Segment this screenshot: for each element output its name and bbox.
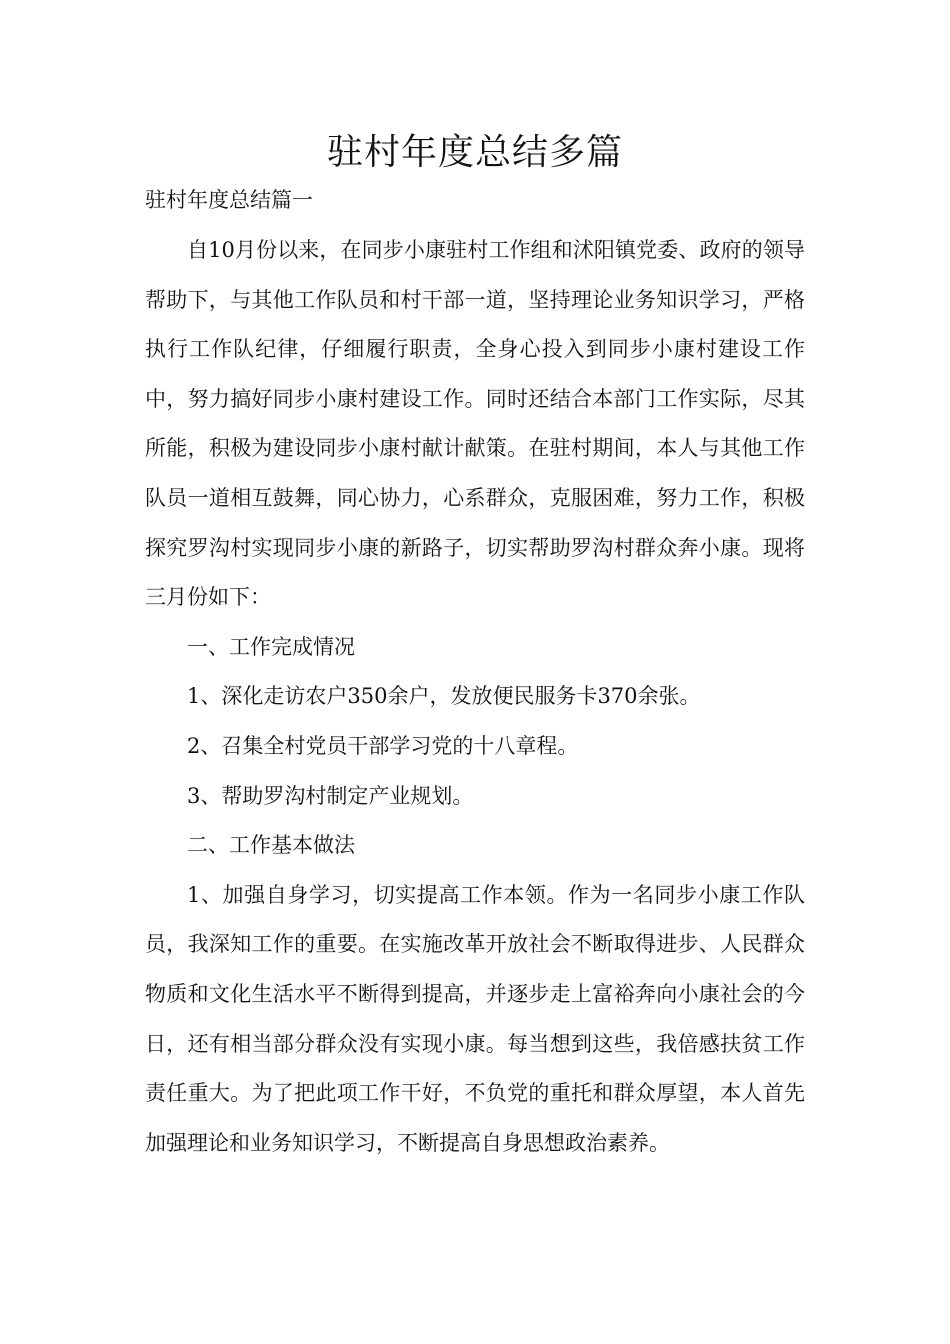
section-subtitle: 驻村年度总结篇一 <box>145 188 313 212</box>
section-heading-2: 二、工作基本做法 <box>187 833 355 858</box>
document-body <box>145 226 805 1168</box>
list-item: 1、深化走访农户350余户，发放便民服务卡370余张。 <box>187 684 701 709</box>
intro-paragraph: 自10月份以来，在同步小康驻村工作组和沭阳镇党委、政府的领导帮助下，与其他工作队员和村干部一道，坚持理论业务知识学习，严格执行工作队纪律，仔细履行职责，全身心投入到同步小康村建设工作中，努力搞好同步小康村建设工作。同时还结合本部门工作实际，尽其所能，积极为建设同步小康村献计献策。在驻村期间，本人与其他工作队员一道相互鼓舞，同心协力，心系群众，克服困难，努力工作，积极探究罗沟村实现同步小康的新路子，切实帮助罗沟村群众奔小康。现将三月份如下： <box>145 238 805 610</box>
method-paragraph: 1、加强自身学习，切实提高工作本领。作为一名同步小康工作队员，我深知工作的重要。在实施改革开放社会不断取得进步、人民群众物质和文化生活水平不断得到提高，并逐步走上富裕奔向小康社会的今日，还有相当部分群众没有实现小康。每当想到这些，我倍感扶贫工作责任重大。为了把此项工作干好，不负党的重托和群众厚望，本人首先加强理论和业务知识学习，不断提高自身思想政治素养。 <box>145 882 805 1155</box>
page-title: 驻村年度总结多篇 <box>326 132 623 173</box>
list-item: 3、帮助罗沟村制定产业规划。 <box>187 783 474 808</box>
list-item: 2、召集全村党员干部学习党的十八章程。 <box>187 733 579 758</box>
section-heading-1: 一、工作完成情况 <box>187 634 355 659</box>
